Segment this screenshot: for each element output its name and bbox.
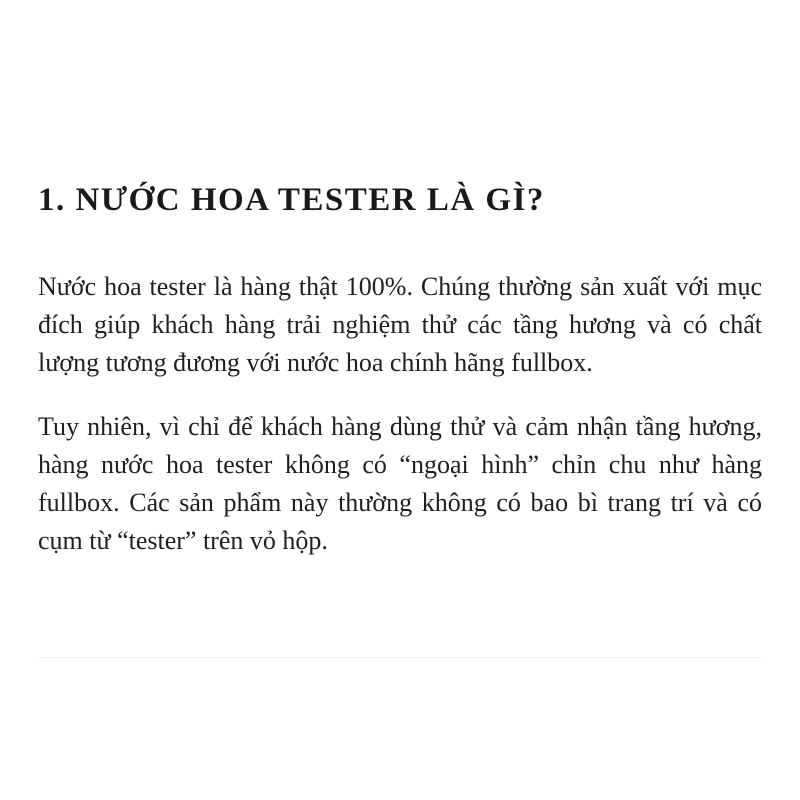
section-divider [38,657,762,658]
section-heading: 1. NƯỚC HOA TESTER LÀ GÌ? [38,182,545,218]
paragraph-intro: Nước hoa tester là hàng thật 100%. Chúng thường sản xuất với mục đích giúp khách hàng trải nghiệm thử các tầng hương và có chất lượng tương đương với nước hoa chính hãng fullbox. [38,272,762,377]
article [38,180,762,560]
paragraph-detail: Tuy nhiên, vì chỉ để khách hàng dùng thử và cảm nhận tầng hương, hàng nước hoa tester không có “ngoại hình” chỉn chu như hàng fullbox. Các sản phẩm này thường không có bao bì trang trí và có cụm từ “tester” trên vỏ hộp. [38,412,762,555]
